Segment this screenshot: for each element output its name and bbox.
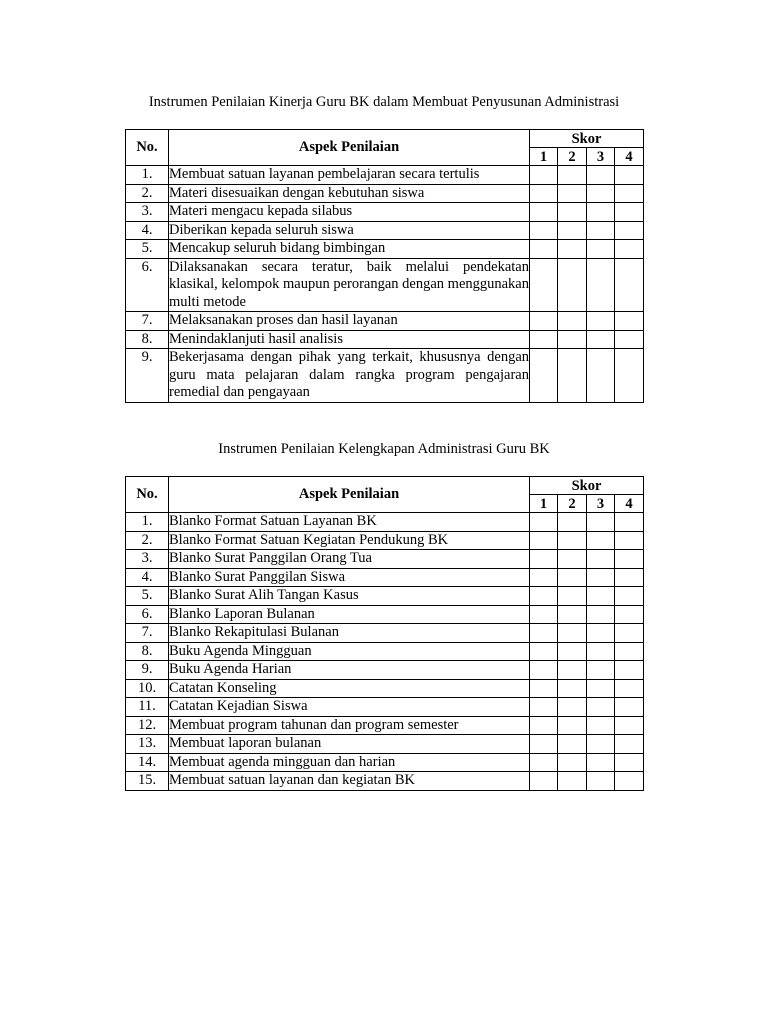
row-aspect: Blanko Format Satuan Kegiatan Pendukung BK [169, 531, 530, 550]
no-column-header: No. [126, 477, 169, 513]
score-4-cell[interactable] [615, 772, 644, 791]
row-aspect: Membuat agenda mingguan dan harian [169, 753, 530, 772]
score-4-cell[interactable] [615, 568, 644, 587]
score-3-header: 3 [587, 495, 615, 513]
table-row [126, 184, 644, 203]
score-3-cell[interactable] [587, 679, 615, 698]
score-3-cell[interactable] [587, 349, 615, 403]
score-1-cell[interactable] [530, 531, 558, 550]
performance-assessment-table [125, 129, 644, 403]
score-1-cell[interactable] [530, 166, 558, 185]
score-2-cell[interactable] [558, 753, 587, 772]
table-row [126, 772, 644, 791]
score-1-cell[interactable] [530, 349, 558, 403]
row-number: 6. [126, 605, 169, 624]
score-2-cell[interactable] [558, 349, 587, 403]
score-4-cell[interactable] [615, 240, 644, 259]
row-aspect: Buku Agenda Mingguan [169, 642, 530, 661]
score-1-header: 1 [530, 495, 558, 513]
score-4-cell[interactable] [615, 605, 644, 624]
score-4-cell[interactable] [615, 531, 644, 550]
score-3-cell[interactable] [587, 661, 615, 680]
score-1-cell[interactable] [530, 240, 558, 259]
score-1-cell[interactable] [530, 513, 558, 532]
table-row [126, 513, 644, 532]
score-1-cell[interactable] [530, 184, 558, 203]
score-1-cell[interactable] [530, 735, 558, 754]
score-2-cell[interactable] [558, 312, 587, 331]
score-4-cell[interactable] [615, 166, 644, 185]
table-row [126, 221, 644, 240]
no-column-header: No. [126, 130, 169, 166]
table-row [126, 661, 644, 680]
score-column-header: Skor [530, 130, 644, 148]
row-aspect: Melaksanakan proses dan hasil layanan [169, 312, 530, 331]
score-3-cell[interactable] [587, 258, 615, 312]
table-row [126, 735, 644, 754]
row-number: 10. [126, 679, 169, 698]
score-2-cell[interactable] [558, 605, 587, 624]
table-row [126, 258, 644, 312]
completeness-assessment-table [125, 476, 644, 791]
score-4-cell[interactable] [615, 698, 644, 717]
row-aspect: Bekerjasama dengan pihak yang terkait, khususnya dengan guru mata pelajaran dalam rangka program pengajaran remedial dan pengayaan [169, 349, 529, 400]
score-3-cell[interactable] [587, 184, 615, 203]
score-4-cell[interactable] [615, 513, 644, 532]
table-row [126, 753, 644, 772]
score-3-cell[interactable] [587, 312, 615, 331]
score-3-cell[interactable] [587, 698, 615, 717]
score-1-cell[interactable] [530, 772, 558, 791]
score-1-cell[interactable] [530, 258, 558, 312]
row-aspect: Catatan Konseling [169, 679, 530, 698]
score-3-cell[interactable] [587, 240, 615, 259]
table-row [126, 166, 644, 185]
score-3-cell[interactable] [587, 772, 615, 791]
table-row [126, 716, 644, 735]
table-row [126, 203, 644, 222]
score-3-cell[interactable] [587, 330, 615, 349]
row-aspect: Membuat program tahunan dan program semester [169, 716, 530, 735]
score-1-cell[interactable] [530, 568, 558, 587]
score-4-cell[interactable] [615, 661, 644, 680]
table-row [126, 531, 644, 550]
table-row [126, 240, 644, 259]
score-4-cell[interactable] [615, 679, 644, 698]
score-2-cell[interactable] [558, 698, 587, 717]
row-aspect: Menindaklanjuti hasil analisis [169, 330, 530, 349]
score-1-cell[interactable] [530, 698, 558, 717]
score-2-cell[interactable] [558, 513, 587, 532]
score-1-cell[interactable] [530, 312, 558, 331]
score-2-cell[interactable] [558, 258, 587, 312]
score-3-header: 3 [587, 148, 615, 166]
score-2-cell[interactable] [558, 184, 587, 203]
row-aspect: Blanko Rekapitulasi Bulanan [169, 624, 530, 643]
table-row [126, 349, 644, 403]
score-3-cell[interactable] [587, 166, 615, 185]
score-4-cell[interactable] [615, 221, 644, 240]
score-2-cell[interactable] [558, 531, 587, 550]
row-number: 8. [126, 642, 169, 661]
table-row [126, 605, 644, 624]
row-number: 9. [126, 349, 169, 403]
row-aspect: Dilaksanakan secara teratur, baik melalui pendekatan klasikal, kelompok maupun perorangan dengan menggunakan multi metode [169, 258, 529, 310]
row-number: 4. [126, 568, 169, 587]
row-aspect: Catatan Kejadian Siswa [169, 698, 530, 717]
score-4-cell[interactable] [615, 735, 644, 754]
score-2-cell[interactable] [558, 624, 587, 643]
score-column-header: Skor [530, 477, 644, 495]
score-4-cell[interactable] [615, 550, 644, 569]
score-3-cell[interactable] [587, 513, 615, 532]
row-number: 11. [126, 698, 169, 717]
table-row [126, 679, 644, 698]
table2-title: Instrumen Penilaian Kelengkapan Administrasi Guru BK [218, 441, 550, 457]
score-1-cell[interactable] [530, 605, 558, 624]
score-4-cell[interactable] [615, 716, 644, 735]
table-row [126, 312, 644, 331]
score-2-cell[interactable] [558, 568, 587, 587]
score-3-cell[interactable] [587, 221, 615, 240]
score-3-cell[interactable] [587, 550, 615, 569]
row-number: 2. [126, 531, 169, 550]
score-4-cell[interactable] [615, 184, 644, 203]
row-number: 9. [126, 661, 169, 680]
row-number: 5. [126, 587, 169, 606]
row-number: 5. [126, 240, 169, 259]
score-3-cell[interactable] [587, 605, 615, 624]
row-number: 1. [126, 513, 169, 532]
score-3-cell[interactable] [587, 753, 615, 772]
score-4-cell[interactable] [615, 624, 644, 643]
row-aspect: Membuat satuan layanan dan kegiatan BK [169, 772, 530, 791]
row-number: 4. [126, 221, 169, 240]
score-1-cell[interactable] [530, 203, 558, 222]
score-1-header: 1 [530, 148, 558, 166]
score-2-cell[interactable] [558, 679, 587, 698]
score-4-cell[interactable] [615, 587, 644, 606]
aspect-column-header: Aspek Penilaian [169, 477, 530, 513]
table-row [126, 568, 644, 587]
score-1-cell[interactable] [530, 642, 558, 661]
score-2-header: 2 [558, 495, 587, 513]
score-1-cell[interactable] [530, 753, 558, 772]
score-2-cell[interactable] [558, 735, 587, 754]
score-2-cell[interactable] [558, 772, 587, 791]
row-aspect: Membuat laporan bulanan [169, 735, 530, 754]
row-aspect: Materi disesuaikan dengan kebutuhan siswa [169, 184, 530, 203]
score-3-cell[interactable] [587, 642, 615, 661]
score-3-cell[interactable] [587, 587, 615, 606]
score-2-cell[interactable] [558, 166, 587, 185]
score-1-cell[interactable] [530, 221, 558, 240]
table-row [126, 330, 644, 349]
score-1-cell[interactable] [530, 330, 558, 349]
score-1-cell[interactable] [530, 550, 558, 569]
row-aspect: Buku Agenda Harian [169, 661, 530, 680]
table-row [126, 698, 644, 717]
score-2-cell[interactable] [558, 221, 587, 240]
row-aspect: Materi mengacu kepada silabus [169, 203, 530, 222]
row-number: 12. [126, 716, 169, 735]
score-1-cell[interactable] [530, 587, 558, 606]
row-aspect: Blanko Laporan Bulanan [169, 605, 530, 624]
row-aspect: Membuat satuan layanan pembelajaran secara tertulis [169, 166, 530, 185]
row-number: 6. [126, 258, 169, 312]
score-4-cell[interactable] [615, 642, 644, 661]
row-number: 13. [126, 735, 169, 754]
score-4-cell[interactable] [615, 203, 644, 222]
score-1-cell[interactable] [530, 716, 558, 735]
score-2-cell[interactable] [558, 330, 587, 349]
table-row [126, 624, 644, 643]
score-2-cell[interactable] [558, 642, 587, 661]
score-2-cell[interactable] [558, 716, 587, 735]
score-3-cell[interactable] [587, 624, 615, 643]
score-2-cell[interactable] [558, 587, 587, 606]
score-4-cell[interactable] [615, 349, 644, 403]
score-3-cell[interactable] [587, 203, 615, 222]
score-3-cell[interactable] [587, 735, 615, 754]
table-row [126, 587, 644, 606]
score-3-cell[interactable] [587, 716, 615, 735]
row-aspect: Blanko Format Satuan Layanan BK [169, 513, 530, 532]
score-2-cell[interactable] [558, 550, 587, 569]
score-4-cell[interactable] [615, 312, 644, 331]
row-number: 3. [126, 550, 169, 569]
row-aspect: Blanko Surat Alih Tangan Kasus [169, 587, 530, 606]
aspect-column-header: Aspek Penilaian [169, 130, 530, 166]
row-number: 2. [126, 184, 169, 203]
score-2-cell[interactable] [558, 661, 587, 680]
score-2-header: 2 [558, 148, 587, 166]
row-aspect: Blanko Surat Panggilan Orang Tua [169, 550, 530, 569]
score-3-cell[interactable] [587, 568, 615, 587]
row-number: 15. [126, 772, 169, 791]
row-number: 7. [126, 624, 169, 643]
score-4-cell[interactable] [615, 258, 644, 312]
row-number: 14. [126, 753, 169, 772]
score-2-cell[interactable] [558, 240, 587, 259]
table-row [126, 550, 644, 569]
score-1-cell[interactable] [530, 679, 558, 698]
score-4-cell[interactable] [615, 753, 644, 772]
score-2-cell[interactable] [558, 203, 587, 222]
row-number: 7. [126, 312, 169, 331]
table1-title: Instrumen Penilaian Kinerja Guru BK dalam Membuat Penyusunan Administrasi [148, 94, 620, 110]
row-number: 1. [126, 166, 169, 185]
score-1-cell[interactable] [530, 624, 558, 643]
score-4-cell[interactable] [615, 330, 644, 349]
score-4-header: 4 [615, 495, 644, 513]
score-4-header: 4 [615, 148, 644, 166]
row-number: 8. [126, 330, 169, 349]
row-aspect: Mencakup seluruh bidang bimbingan [169, 240, 530, 259]
table-row [126, 642, 644, 661]
score-1-cell[interactable] [530, 661, 558, 680]
row-aspect: Blanko Surat Panggilan Siswa [169, 568, 530, 587]
score-3-cell[interactable] [587, 531, 615, 550]
row-number: 3. [126, 203, 169, 222]
row-aspect: Diberikan kepada seluruh siswa [169, 221, 530, 240]
